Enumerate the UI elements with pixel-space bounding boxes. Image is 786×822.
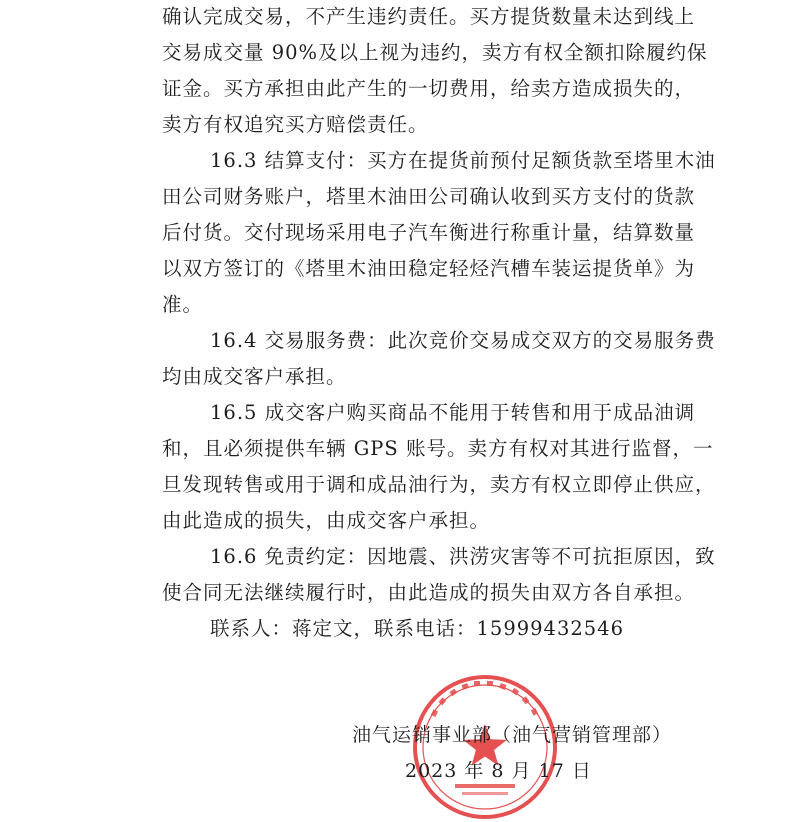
clause-16-5-line: 由此造成的损失，由成交客户承担。 (162, 509, 491, 532)
clause-16-6-line: 16.6 免责约定：因地震、洪涝灾害等不可抗拒原因，致 (210, 545, 716, 568)
clause-16-3-line: 田公司财务账户，塔里木油田公司确认收到买方支付的货款 (162, 185, 696, 208)
seal-bottom-bar (455, 784, 515, 788)
clause-16-3-line: 16.3 结算支付：买方在提货前预付足额货款至塔里木油 (210, 149, 716, 172)
paragraph-line: 交易成交量 90%及以上视为违约，卖方有权全额扣除履约保 (162, 41, 708, 64)
signature-date: 2023 年 8 月 17 日 (405, 760, 592, 782)
clause-16-3-line: 以双方签订的《塔里木油田稳定轻烃汽槽车装运提货单》为 (162, 257, 696, 280)
contact-line: 联系人：蒋定文，联系电话：15999432546 (210, 617, 624, 640)
clause-16-6-line: 使合同无法继续履行时，由此造成的损失由双方各自承担。 (162, 581, 696, 604)
paragraph-line: 确认完成交易，不产生违约责任。买方提货数量未达到线上 (162, 5, 696, 28)
clause-16-4-line: 均由成交客户承担。 (162, 365, 347, 388)
paragraph-line: 卖方有权追究买方赔偿责任。 (162, 113, 429, 136)
clause-16-5-line: 16.5 成交客户购买商品不能用于转售和用于成品油调 (210, 401, 696, 424)
clause-16-3-line: 准。 (162, 293, 204, 316)
clause-16-4-line: 16.4 交易服务费：此次竞价交易成交双方的交易服务费 (210, 329, 716, 352)
seal-bottom-bar (462, 792, 508, 795)
clause-16-5-line: 和，且必须提供车辆 GPS 账号。卖方有权对其进行监督，一 (162, 437, 714, 460)
paragraph-line: 证金。买方承担由此产生的一切费用，给卖方造成损失的， (162, 77, 696, 100)
clause-16-3-line: 后付货。交付现场采用电子汽车衡进行称重计量，结算数量 (162, 221, 696, 244)
signature-department: 油气运销事业部（油气营销管理部） (352, 724, 673, 746)
clause-16-5-line: 旦发现转售或用于调和成品油行为，卖方有权立即停止供应， (162, 473, 716, 496)
